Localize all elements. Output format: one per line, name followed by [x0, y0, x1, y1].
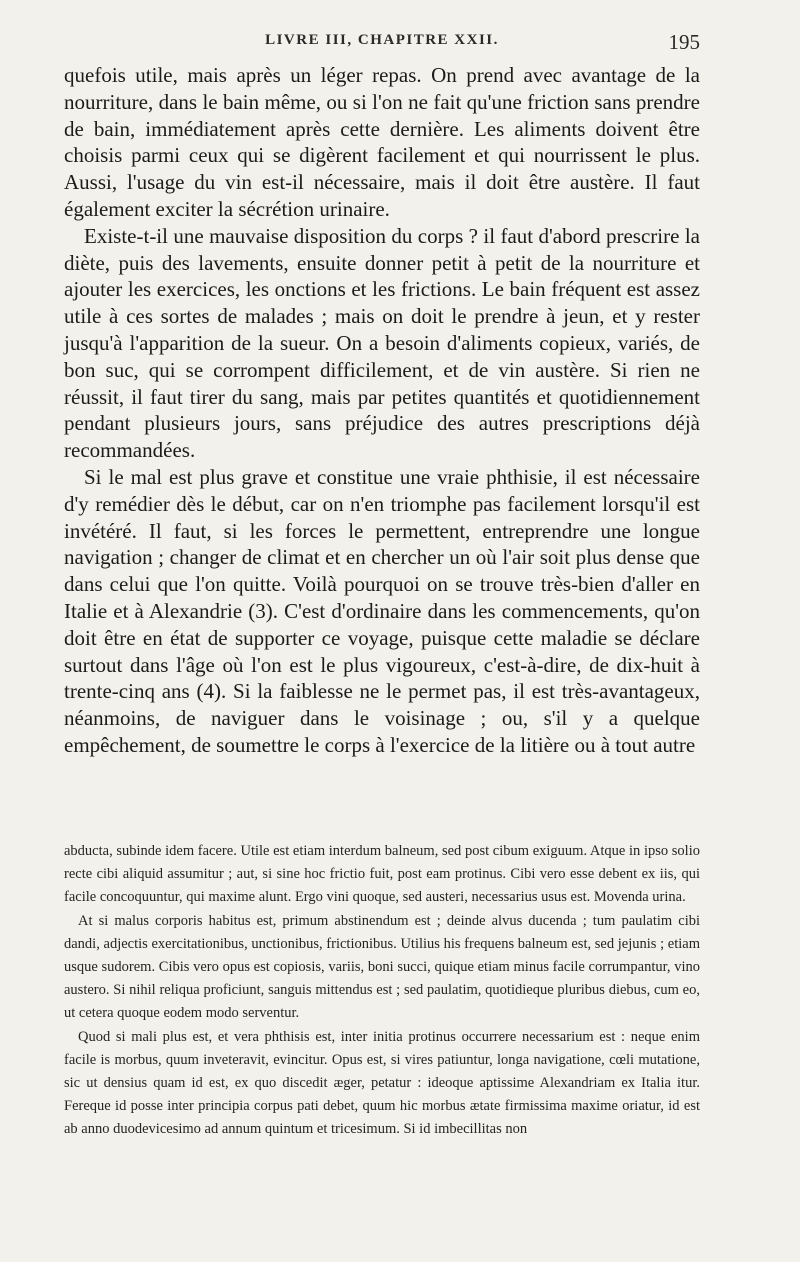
latin-paragraph: Quod si mali plus est, et vera phthisis est, inter initia protinus occurrere necessarium est : neque enim facile is morbus, quum inveteravit, evincitur. Opus est, si vires patiuntur, longa navigatione, cœli mutatione, sic ut densius quam id est, ex quo discedit æger, petatur : ideoque aptissime Alexandriam ex Italia itur. Fereque id posse inter principia corpus pati debet, quum hic morbus ætate firmissima maxime oriatur, id est ab anno duodevicesimo ad annum quintum et tricesimum. Si id imbecillitas non [64, 1028, 700, 1138]
paragraph: Existe-t-il une mauvaise disposition du corps ? il faut d'abord prescrire la diète, puis des lavements, ensuite donner petit à petit de la nourriture et ajouter les exercices, les onctions et les frictions. Le bain fréquent est assez utile à ces sortes de malades ; mais on doit le prendre à jeun, et y rester jusqu'à l'apparition de la sueur. On a besoin d'aliments copieux, variés, de bon suc, qui se corrompent difficilement, et de vin austère. Si rien ne réussit, il faut tirer du sang, mais par petites quantités et quotidiennement pendant plusieurs jours, sans préjudice des autres prescriptions déjà recommandées. [64, 223, 700, 463]
page-header [64, 30, 700, 56]
main-text [64, 62, 700, 759]
running-head: LIVRE III, CHAPITRE XXII. [265, 32, 499, 48]
latin-paragraph-continuation: abducta, subinde idem facere. Utile est etiam interdum balneum, sed post cibum exiguum. Atque in ipso solio recte cibi aliquid assumitur ; aut, si sine hoc frictio fuit, post eam protinus. Cibi vero esse debent ex iis, qui facile concoquuntur, qui maxime alunt. Ergo vini quoque, sed austeri, necessarius usus est. Movenda urina. [64, 843, 700, 906]
latin-notes [64, 840, 700, 1142]
page-number: 195 [668, 30, 700, 54]
paragraph: Si le mal est plus grave et constitue une vraie phthisie, il est nécessaire d'y remédier dès le début, car on n'en triomphe pas facilement lorsqu'il est invétéré. Il faut, si les forces le permettent, entreprendre une longue navigation ; changer de climat et en chercher un où l'air soit plus dense que dans celui que l'on quitte. Voilà pourquoi on se trouve très-bien d'aller en Italie et à Alexandrie (3). C'est d'ordinaire dans les commencements, qu'on doit être en état de supporter ce voyage, puisque cette maladie se déclare surtout dans l'âge où l'on est le plus vigoureux, c'est-à-dire, de dix-huit à trente-cinq ans (4). Si la faiblesse ne le permet pas, il est très-avantageux, néanmoins, de naviguer dans le voisinage ; ou, s'il y a quelque empêchement, de soumettre le corps à l'exercice de la litière ou à tout autre [64, 464, 700, 757]
latin-paragraph: At si malus corporis habitus est, primum abstinendum est ; deinde alvus ducenda ; tum paulatim cibi dandi, adjectis exercitationibus, unctionibus, frictionibus. Utilius his frequens balneum est, sed jejunis ; etiam usque sudorem. Cibis vero opus est copiosis, variis, boni succi, quique etiam minus facile corrumpantur, vino austero. Si nihil reliqua proficiunt, sanguis mittendus est ; sed paulatim, quotidieque pluribus diebus, cum eo, ut cetera quoque eodem modo serventur. [64, 912, 700, 1022]
paragraph-continuation: quefois utile, mais après un léger repas. On prend avec avantage de la nourriture, dans le bain même, ou si l'on ne fait qu'une friction sans prendre de bain, immédiatement après cette dernière. Les aliments doivent être choisis parmi ceux qui se digèrent facilement et qui nourrissent le plus. Aussi, l'usage du vin est-il nécessaire, mais il doit être austère. Il faut également exciter la sécrétion urinaire. [64, 63, 700, 221]
